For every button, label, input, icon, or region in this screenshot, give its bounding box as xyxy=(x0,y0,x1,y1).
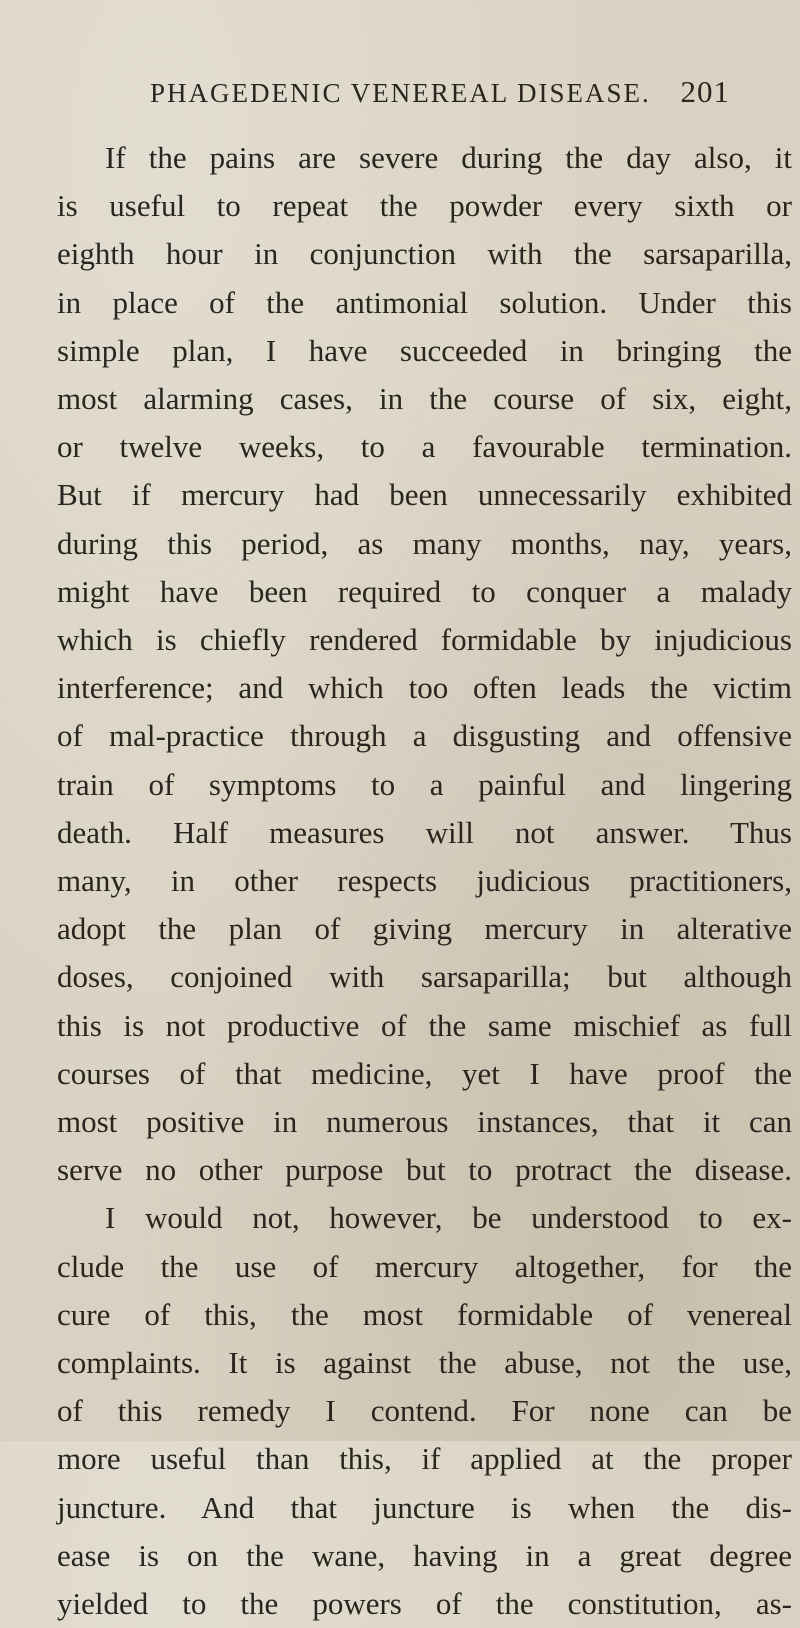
text-line: train of symptoms to a painful and lingering xyxy=(57,766,792,802)
text-line: complaints. It is against the abuse, not the use, xyxy=(57,1345,792,1381)
running-title: PHAGEDENIC VENEREAL DISEASE. xyxy=(150,78,651,108)
text-line: eighth hour in conjunction with the sarsaparilla, xyxy=(57,236,792,272)
text-line: most positive in numerous instances, that it can xyxy=(57,1104,792,1140)
page-number: 201 xyxy=(680,74,730,109)
text-line: yielded to the powers of the constitution, as- xyxy=(57,1586,792,1622)
text-line: is useful to repeat the powder every sixth or xyxy=(57,188,792,224)
body-text xyxy=(57,134,792,1628)
text-line: juncture. And that juncture is when the dis- xyxy=(57,1489,792,1525)
text-line: adopt the plan of giving mercury in alterative xyxy=(57,911,792,947)
text-line: of this remedy I contend. For none can be xyxy=(57,1393,792,1429)
text-line: ease is on the wane, having in a great degree xyxy=(57,1537,792,1573)
text-line: simple plan, I have succeeded in bringing the xyxy=(57,332,792,368)
text-line: I would not, however, be understood to ex- xyxy=(105,1200,792,1236)
text-line: more useful than this, if applied at the proper xyxy=(57,1441,792,1477)
text-line: many, in other respects judicious practitioners, xyxy=(57,863,792,899)
text-line: death. Half measures will not answer. Thus xyxy=(57,814,792,850)
text-line: of mal-practice through a disgusting and offensive xyxy=(57,718,792,754)
text-line: this is not productive of the same mischief as full xyxy=(57,1007,792,1043)
text-line: But if mercury had been unnecessarily exhibited xyxy=(57,477,792,513)
text-line: doses, conjoined with sarsaparilla; but although xyxy=(57,959,792,995)
text-line: during this period, as many months, nay, years, xyxy=(57,525,792,561)
text-line: or twelve weeks, to a favourable termination. xyxy=(57,429,792,465)
text-line: in place of the antimonial solution. Under this xyxy=(57,284,792,320)
text-line: courses of that medicine, yet I have proof the xyxy=(57,1055,792,1091)
text-line: If the pains are severe during the day also, it xyxy=(105,140,792,175)
text-line: clude the use of mercury altogether, for the xyxy=(57,1248,792,1284)
text-line: interference; and which too often leads the victim xyxy=(57,670,792,706)
text-line: most alarming cases, in the course of six, eight, xyxy=(57,381,792,417)
running-head xyxy=(150,74,730,110)
text-line: might have been required to conquer a malady xyxy=(57,573,792,609)
text-line: serve no other purpose but to protract the disease. xyxy=(57,1152,792,1188)
text-line: which is chiefly rendered formidable by injudicious xyxy=(57,622,792,658)
text-line: cure of this, the most formidable of venereal xyxy=(57,1296,792,1332)
